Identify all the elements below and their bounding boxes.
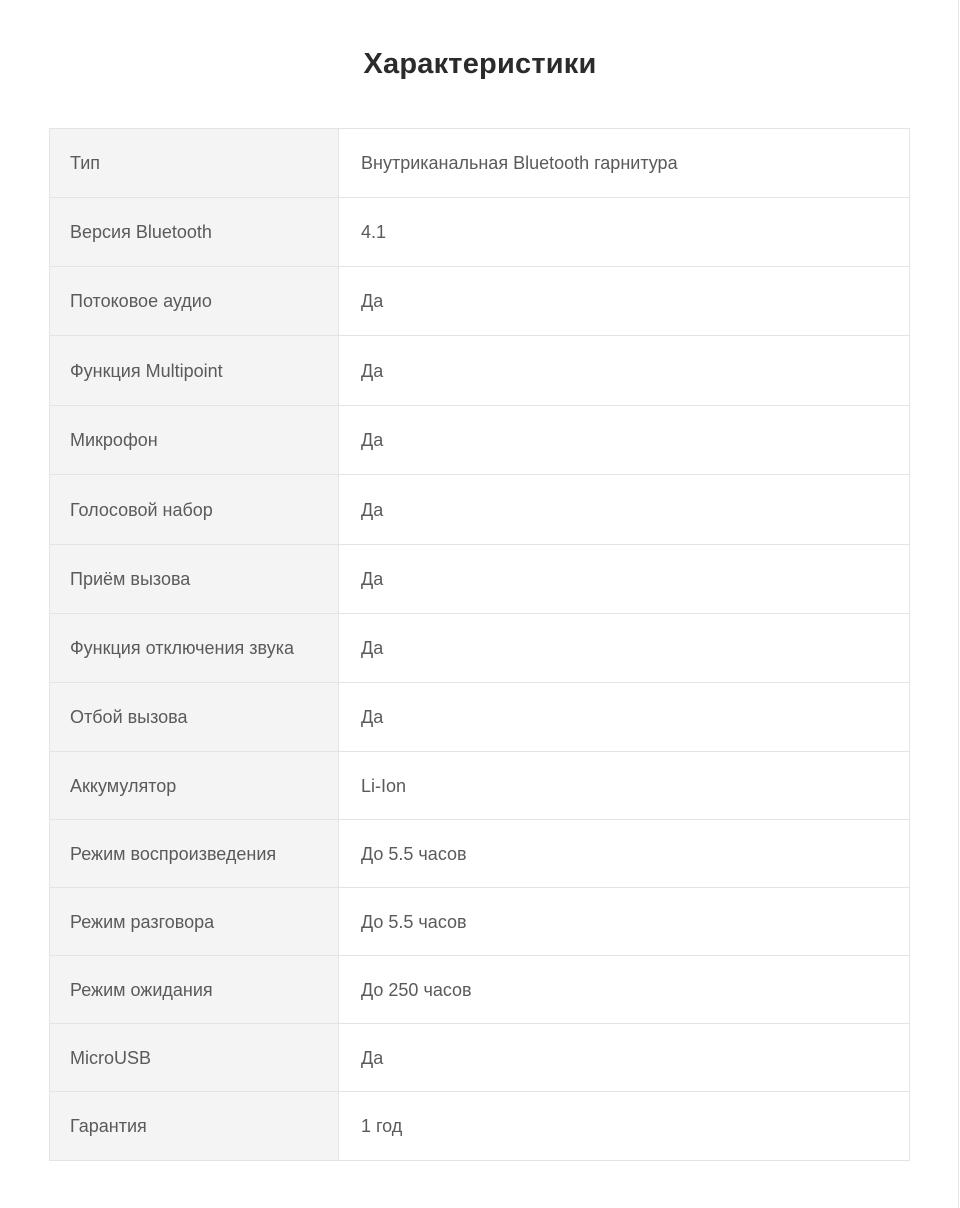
spec-value: Внутриканальная Bluetooth гарнитура xyxy=(339,129,910,198)
spec-name: Функция отключения звука xyxy=(50,614,339,683)
spec-value: До 250 часов xyxy=(339,956,910,1024)
page-edge-divider xyxy=(958,0,959,1208)
spec-name: Отбой вызова xyxy=(50,683,339,752)
spec-row xyxy=(50,198,910,267)
spec-row xyxy=(50,683,910,752)
spec-name: Тип xyxy=(50,129,339,198)
spec-name: Версия Bluetooth xyxy=(50,198,339,267)
spec-value: 1 год xyxy=(339,1092,910,1161)
spec-value: До 5.5 часов xyxy=(339,820,910,888)
spec-row xyxy=(50,545,910,614)
page-title: Характеристики xyxy=(363,48,597,80)
spec-value: Да xyxy=(339,683,910,752)
spec-row xyxy=(50,475,910,545)
spec-row xyxy=(50,336,910,406)
spec-value: Li-Ion xyxy=(339,752,910,820)
spec-name: Аккумулятор xyxy=(50,752,339,820)
spec-value: Да xyxy=(339,614,910,683)
spec-value: 4.1 xyxy=(339,198,910,267)
spec-name: Режим воспроизведения xyxy=(50,820,339,888)
spec-row xyxy=(50,129,910,198)
spec-name: Функция Multipoint xyxy=(50,336,339,406)
spec-value: Да xyxy=(339,1024,910,1092)
spec-name: Приём вызова xyxy=(50,545,339,614)
spec-row xyxy=(50,752,910,820)
spec-value: Да xyxy=(339,406,910,475)
specifications-table xyxy=(49,128,910,1161)
spec-name: Режим ожидания xyxy=(50,956,339,1024)
spec-row xyxy=(50,1024,910,1092)
spec-row xyxy=(50,406,910,475)
spec-value: До 5.5 часов xyxy=(339,888,910,956)
spec-row xyxy=(50,1092,910,1161)
spec-name: Режим разговора xyxy=(50,888,339,956)
spec-row xyxy=(50,820,910,888)
spec-row xyxy=(50,614,910,683)
spec-name: Голосовой набор xyxy=(50,475,339,545)
spec-value: Да xyxy=(339,267,910,336)
spec-row xyxy=(50,267,910,336)
spec-name: MicroUSB xyxy=(50,1024,339,1092)
spec-value: Да xyxy=(339,336,910,406)
spec-row xyxy=(50,888,910,956)
spec-name: Микрофон xyxy=(50,406,339,475)
spec-value: Да xyxy=(339,545,910,614)
spec-row xyxy=(50,956,910,1024)
spec-value: Да xyxy=(339,475,910,545)
spec-name: Потоковое аудио xyxy=(50,267,339,336)
spec-name: Гарантия xyxy=(50,1092,339,1161)
